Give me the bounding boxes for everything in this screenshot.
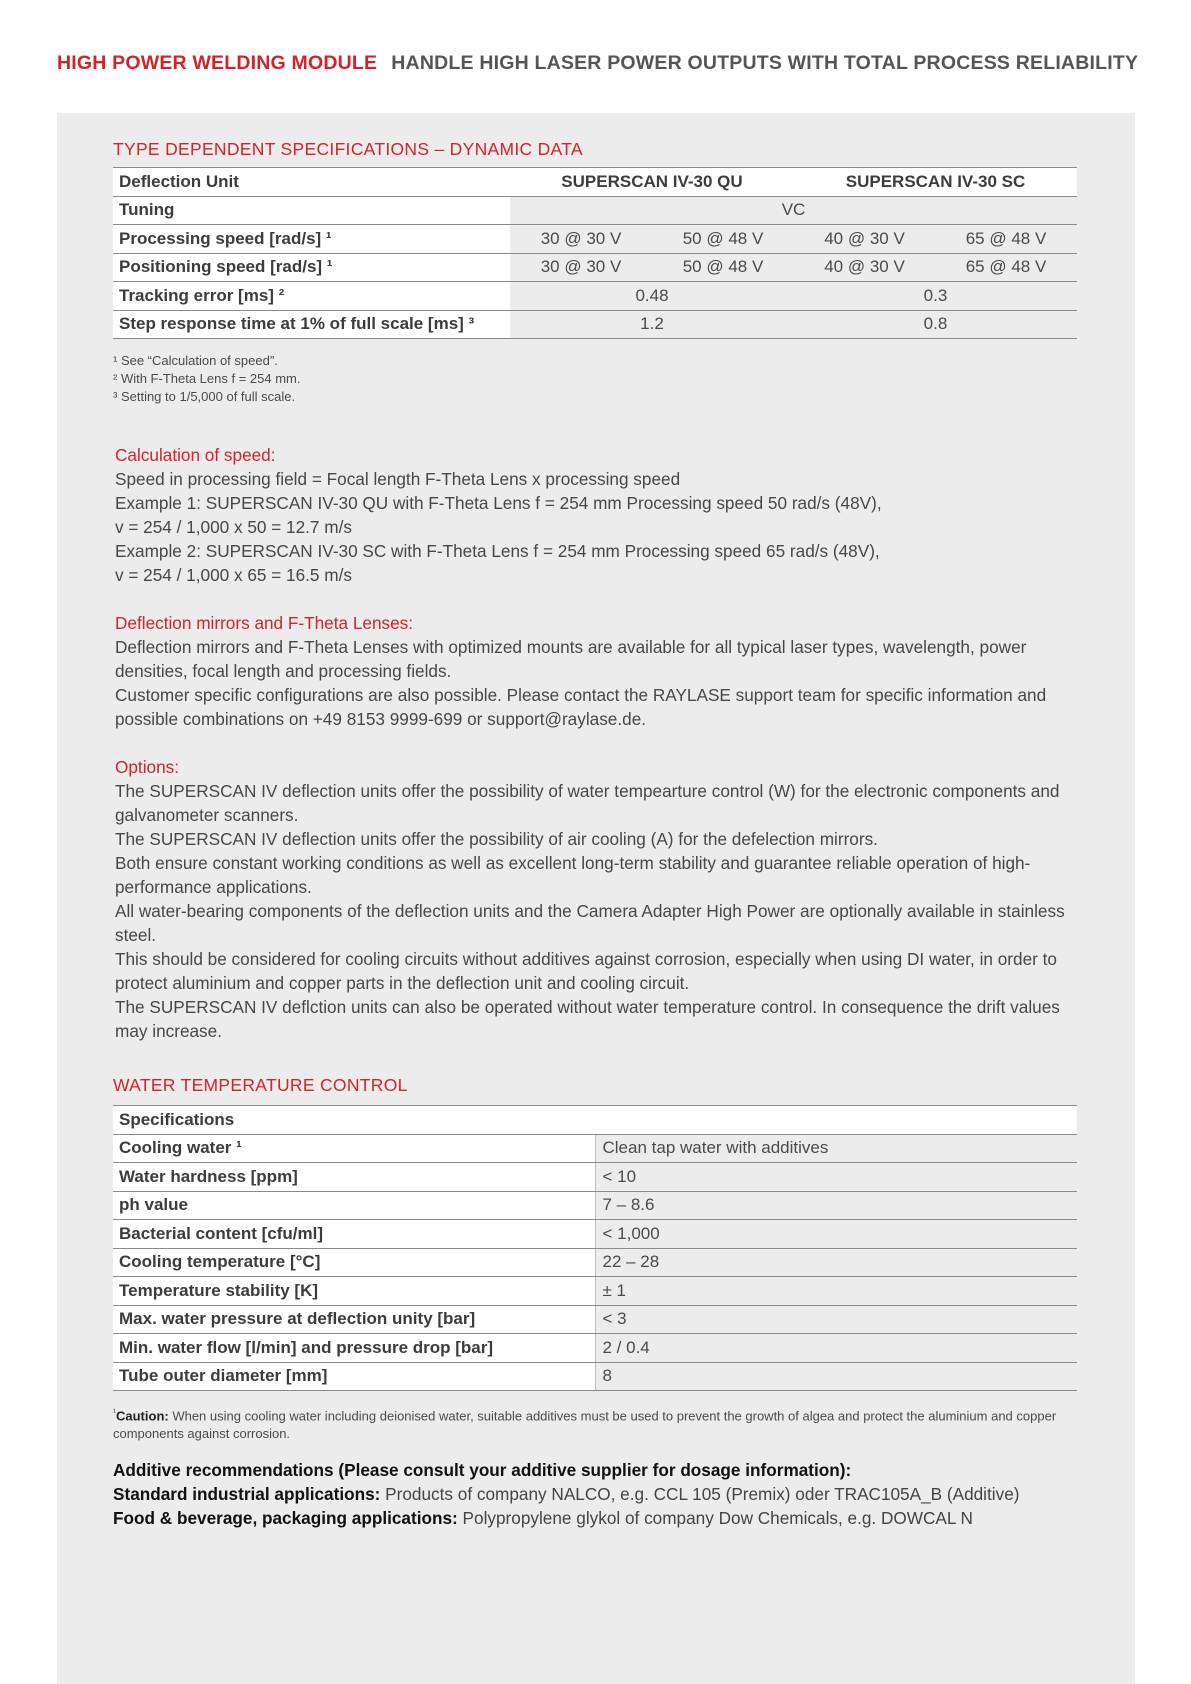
table-row — [113, 196, 1077, 225]
table-row — [113, 1277, 1077, 1306]
cell-value: 30 @ 30 V — [510, 225, 652, 254]
footnote: ² With F-Theta Lens f = 254 mm. — [113, 371, 301, 386]
standard-label: Standard industrial applications: — [113, 1484, 381, 1504]
options-paragraph: Both ensure constant working conditions as well as excellent long-term stability and guarantee reliable operation of high-performance applications. — [115, 853, 1031, 897]
cell-value: 8 — [595, 1362, 1077, 1391]
row-label: Tuning — [113, 196, 510, 225]
cell-value: 1.2 — [510, 310, 794, 339]
table-row — [113, 1305, 1077, 1334]
options-paragraph: The SUPERSCAN IV deflection units offer the possibility of air cooling (A) for the defelection mirrors. — [115, 829, 878, 849]
cell-value: 0.8 — [794, 310, 1077, 339]
cell-value: < 10 — [595, 1163, 1077, 1192]
table-row — [113, 1191, 1077, 1220]
col-header-deflection-unit: Deflection Unit — [113, 168, 510, 197]
row-label: Tracking error [ms] ² — [113, 282, 510, 311]
footnote: ³ Setting to 1/5,000 of full scale. — [113, 389, 296, 404]
table-row — [113, 225, 1077, 254]
standard-text: Products of company NALCO, e.g. CCL 105 (Premix) oder TRAC105A_B (Additive) — [380, 1484, 1020, 1504]
page-header — [57, 52, 1138, 75]
cell-value: < 3 — [595, 1305, 1077, 1334]
cell-value: 40 @ 30 V — [794, 225, 935, 254]
row-label: Cooling temperature [°C] — [113, 1248, 595, 1277]
col-header-sc: SUPERSCAN IV-30 SC — [794, 168, 1077, 197]
dynamic-section-title: TYPE DEPENDENT SPECIFICATIONS – DYNAMIC DATA — [113, 139, 583, 159]
table-header-row — [113, 1106, 1077, 1135]
cell-value: 50 @ 48 V — [652, 253, 794, 282]
calculation-line: Example 1: SUPERSCAN IV-30 QU with F-Theta Lens f = 254 mm Processing speed 50 rad/s (48V), — [115, 493, 882, 513]
row-label: Bacterial content [cfu/ml] — [113, 1220, 595, 1249]
options-heading: Options: — [115, 757, 180, 777]
table-header-row — [113, 168, 1077, 197]
cell-value: 0.3 — [794, 282, 1077, 311]
header-title: HIGH POWER WELDING MODULE — [57, 52, 378, 74]
cell-value: 65 @ 48 V — [935, 225, 1077, 254]
row-label: Max. water pressure at deflection unity [bar] — [113, 1305, 595, 1334]
table-row — [113, 253, 1077, 282]
caution-mark: ¹ — [113, 1407, 116, 1417]
water-section-title: WATER TEMPERATURE CONTROL — [113, 1075, 408, 1095]
header-subtitle: HANDLE HIGH LASER POWER OUTPUTS WITH TOTAL PROCESS RELIABILITY — [391, 52, 1139, 74]
table-row — [113, 1134, 1077, 1163]
cell-value: 40 @ 30 V — [794, 253, 935, 282]
mirrors-section — [115, 611, 1090, 731]
header-blank — [595, 1106, 1077, 1135]
row-label: Cooling water ¹ — [113, 1134, 595, 1163]
row-label: Min. water flow [l/min] and pressure drop [bar] — [113, 1334, 595, 1363]
options-paragraph: All water-bearing components of the deflection units and the Camera Adapter High Power are optionally available in stainless steel. — [115, 901, 1065, 945]
table-row — [113, 1334, 1077, 1363]
cell-value: 2 / 0.4 — [595, 1334, 1077, 1363]
food-text: Polypropylene glykol of company Dow Chemicals, e.g. DOWCAL N — [457, 1508, 973, 1528]
row-label: Positioning speed [rad/s] ¹ — [113, 253, 510, 282]
cell-value: Clean tap water with additives — [595, 1134, 1077, 1163]
cell-value: 50 @ 48 V — [652, 225, 794, 254]
cell-value: ± 1 — [595, 1277, 1077, 1306]
calculation-section — [115, 443, 1090, 587]
calculation-line: Example 2: SUPERSCAN IV-30 SC with F-Theta Lens f = 254 mm Processing speed 65 rad/s (48V), — [115, 541, 880, 561]
options-paragraph: The SUPERSCAN IV deflction units can also be operated without water temperature control. In consequence the drift values may increase. — [115, 997, 1060, 1041]
cell-value: < 1,000 — [595, 1220, 1077, 1249]
calculation-line: v = 254 / 1,000 x 50 = 12.7 m/s — [115, 517, 352, 537]
mirrors-paragraph: Customer specific configurations are also possible. Please contact the RAYLASE support team for specific information and possible combinations on +49 8153 9999-699 or support@raylase.de. — [115, 685, 1047, 729]
table-row — [113, 1248, 1077, 1277]
cell-value: 65 @ 48 V — [935, 253, 1077, 282]
cell-value: 22 – 28 — [595, 1248, 1077, 1277]
row-label: Temperature stability [K] — [113, 1277, 595, 1306]
row-label: Processing speed [rad/s] ¹ — [113, 225, 510, 254]
footnote: ¹ See “Calculation of speed”. — [113, 353, 278, 368]
caution-label: Caution: — [116, 1408, 169, 1424]
row-label: Tube outer diameter [mm] — [113, 1362, 595, 1391]
cell-value: VC — [510, 196, 1077, 225]
options-paragraph: The SUPERSCAN IV deflection units offer the possibility of water tempearture control (W) for the electronic components and galvanometer scanners. — [115, 781, 1060, 825]
caution-note — [113, 1403, 1078, 1443]
calculation-line: v = 254 / 1,000 x 65 = 16.5 m/s — [115, 565, 352, 585]
dynamic-data-table — [113, 167, 1077, 339]
table-row — [113, 282, 1077, 311]
cell-value: 0.48 — [510, 282, 794, 311]
options-section — [115, 755, 1090, 1043]
table-row — [113, 1163, 1077, 1192]
mirrors-heading: Deflection mirrors and F-Theta Lenses: — [115, 613, 414, 633]
food-label: Food & beverage, packaging applications: — [113, 1508, 458, 1528]
row-label: Step response time at 1% of full scale [ms] ³ — [113, 310, 510, 339]
additive-section — [113, 1458, 1088, 1530]
table-row — [113, 1220, 1077, 1249]
additive-heading: Additive recommendations (Please consult your additive supplier for dosage information): — [113, 1460, 852, 1480]
dynamic-footnotes — [113, 352, 300, 406]
cell-value: 7 – 8.6 — [595, 1191, 1077, 1220]
calculation-heading: Calculation of speed: — [115, 445, 276, 465]
options-paragraph: This should be considered for cooling circuits without additives against corrosion, especially when using DI water, in order to protect aluminium and copper parts in the deflection unit and cooling circuit. — [115, 949, 1057, 993]
table-row — [113, 1362, 1077, 1391]
table-row — [113, 310, 1077, 339]
water-spec-table — [113, 1105, 1077, 1391]
row-label: ph value — [113, 1191, 595, 1220]
col-header-qu: SUPERSCAN IV-30 QU — [510, 168, 794, 197]
calculation-line: Speed in processing field = Focal length F-Theta Lens x processing speed — [115, 469, 681, 489]
row-label: Water hardness [ppm] — [113, 1163, 595, 1192]
specifications-header: Specifications — [113, 1106, 595, 1135]
caution-text: When using cooling water including deionised water, suitable additives must be used to prevent the growth of algea and protect the aluminium and copper components against corrosion. — [113, 1408, 1057, 1442]
cell-value: 30 @ 30 V — [510, 253, 652, 282]
mirrors-paragraph: Deflection mirrors and F-Theta Lenses with optimized mounts are available for all typical laser types, wavelength, power densities, focal length and processing fields. — [115, 637, 1027, 681]
